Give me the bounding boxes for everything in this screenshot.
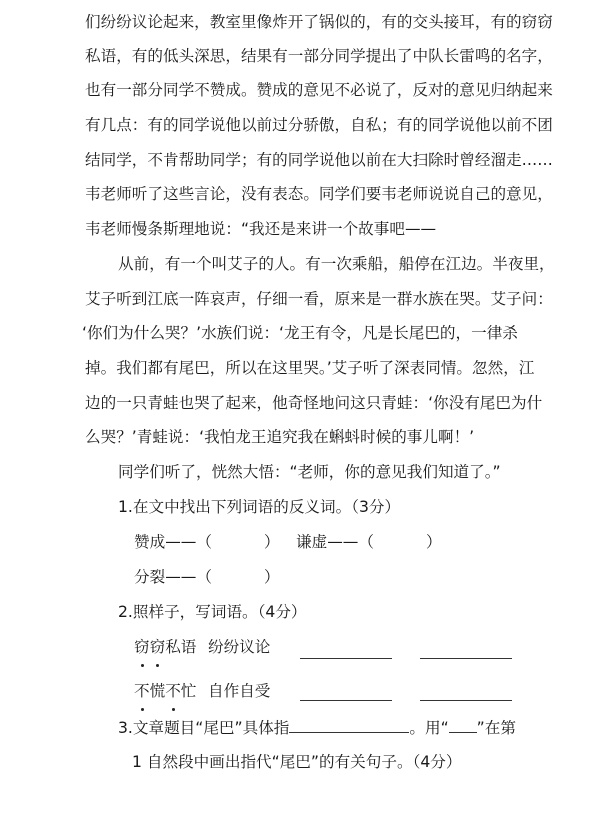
- emphasis-dot: [141, 708, 144, 711]
- q2-answer-blank-3[interactable]: [300, 700, 392, 701]
- q1-item-1-close: ）: [264, 533, 280, 551]
- q2-example-1: 窃窃私语: [134, 638, 197, 656]
- q1-item-3-close: ）: [264, 568, 280, 586]
- question-3-line-2: 1 自然段中画出指代“尾巴”的有关句子。（4分）: [132, 753, 462, 771]
- story-line: 么哭？’青蛙说：‘我怕龙王追究我在蝌蚪时候的事儿啊！’: [85, 428, 475, 446]
- q1-item-2-word: 谦虚——（: [296, 533, 374, 551]
- q2-example-4: 自作自受: [208, 682, 271, 700]
- q3-answer-blank[interactable]: [289, 718, 409, 733]
- q1-item-1-word: 赞成——（: [134, 533, 212, 551]
- closing-line: 同学们听了，恍然大悟：“老师，你的意见我们知道了。”: [118, 463, 501, 481]
- q1-item-2-close: ）: [426, 533, 442, 551]
- q2-answer-blank-1[interactable]: [300, 658, 392, 659]
- story-line: 边的一只青蛙也哭了起来，他奇怪地问这只青蛙：‘你没有尾巴为什: [85, 394, 543, 412]
- q3-mark-symbol-blank: [449, 718, 477, 733]
- passage-line: 也有一部分同学不赞成。赞成的意见不必说了，反对的意见归纳起来: [85, 81, 553, 99]
- q2-example-2: 纷纷议论: [208, 638, 271, 656]
- q3-text-1: 3.文章题目“尾巴”具体指: [118, 719, 290, 737]
- emphasis-dot: [156, 664, 159, 667]
- story-line: ‘你们为什么哭？’水族们说：‘龙王有令，凡是长尾巴的，一律杀: [82, 324, 518, 342]
- q2-answer-blank-4[interactable]: [420, 700, 512, 701]
- emphasis-dot: [172, 708, 175, 711]
- question-3-line-1: [118, 718, 516, 738]
- passage-line: 韦老师慢条斯理地说：“我还是来讲一个故事吧——: [85, 220, 437, 238]
- passage-line: 有几点：有的同学说他以前过分骄傲，自私；有的同学说他以前不团: [85, 116, 553, 134]
- story-line: 掉。我们都有尾巴，所以在这里哭。’艾子听了深表同情。忽然，江: [85, 359, 535, 377]
- emphasis-dot: [141, 664, 144, 667]
- story-line: 从前，有一个叫艾子的人。有一次乘船，船停在江边。半夜里，: [118, 255, 555, 273]
- q3-text-3: ”在第: [476, 719, 516, 737]
- passage-line: 结同学，不肯帮助同学；有的同学说他以前在大扫除时曾经溜走……: [85, 151, 553, 169]
- q3-text-2: 。用“: [409, 719, 449, 737]
- q2-example-3: 不慌不忙: [134, 682, 197, 700]
- passage-line: 私语，有的低头深思，结果有一部分同学提出了中队长雷鸣的名字，: [85, 47, 553, 65]
- question-2-title: 2.照样子，写词语。（4分）: [118, 603, 307, 621]
- question-1-title: 1.在文中找出下列词语的反义词。（3分）: [118, 498, 401, 516]
- story-line: 艾子听到江底一阵哀声，仔细一看，原来是一群水族在哭。艾子问：: [85, 290, 553, 308]
- q2-answer-blank-2[interactable]: [420, 658, 512, 659]
- passage-line: 韦老师听了这些言论，没有表态。同学们要韦老师说说自己的意见，: [85, 185, 553, 203]
- passage-line: 们纷纷议论起来，教室里像炸开了锅似的，有的交头接耳，有的窃窃: [85, 13, 553, 31]
- q1-item-3-word: 分裂——（: [134, 568, 212, 586]
